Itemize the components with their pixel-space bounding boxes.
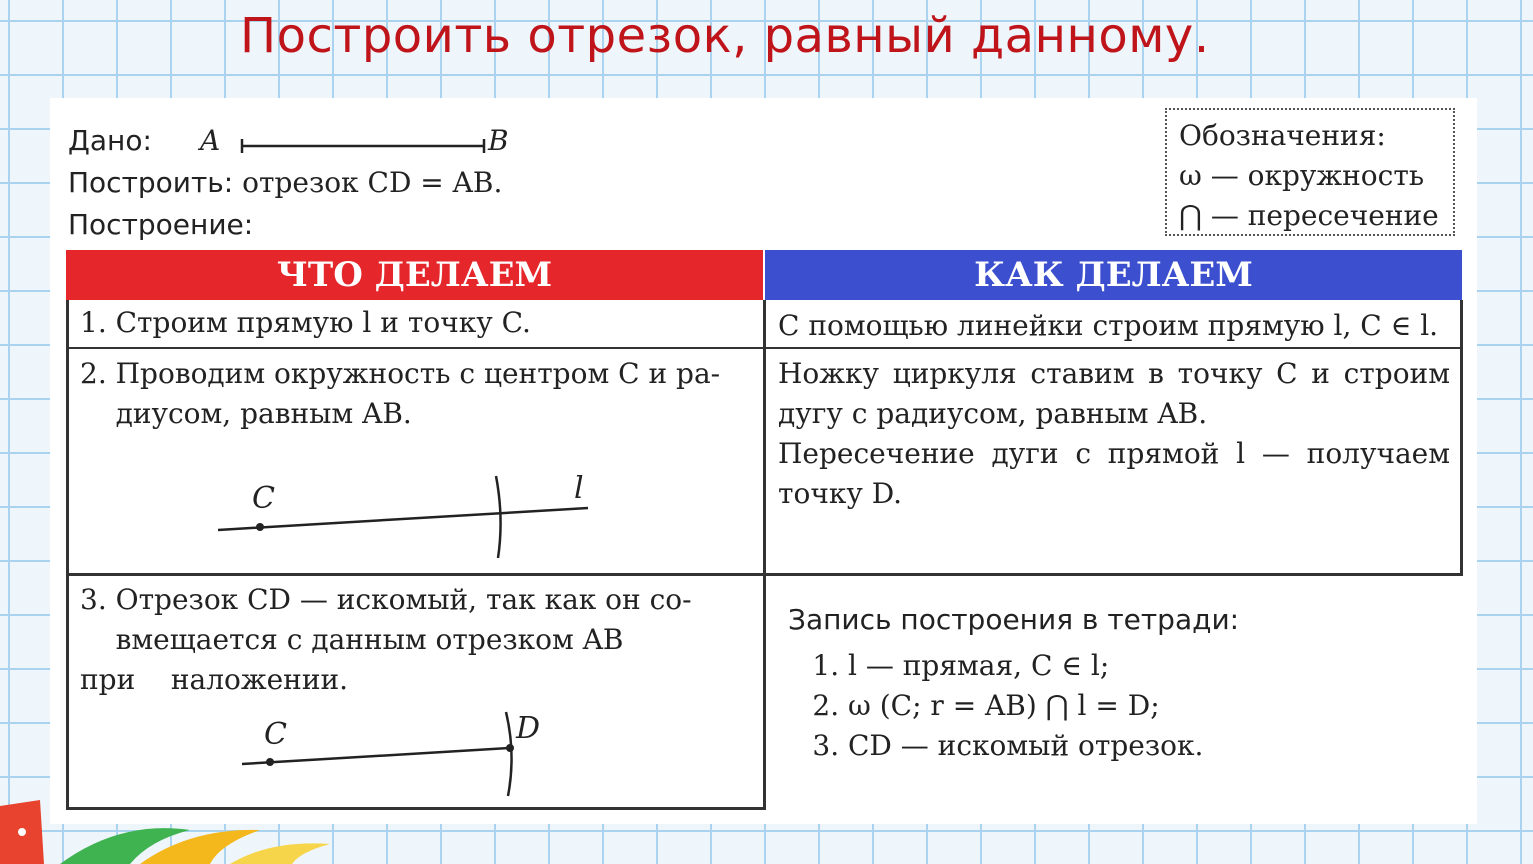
table-border-left (66, 300, 69, 810)
row1-how: С помощью линейки строим прямую l, C ∈ l. (778, 309, 1439, 342)
row1-what: 1. Строим прямую l и точку C. (80, 306, 531, 339)
legend-title: Обозначения: (1179, 119, 1386, 152)
compass-arc-2 (506, 712, 512, 796)
fig2-point-d-label: D (516, 711, 541, 746)
point-c2 (266, 758, 274, 766)
fig1-point-c-label: C (252, 481, 275, 516)
given-label: Дано: (68, 124, 152, 157)
header-what-we-do: ЧТО ДЕЛАЕМ (66, 250, 763, 300)
row3-what: 3. Отрезок CD — искомый, так как он со- вмещается с данным отрезком AB при наложении. (80, 583, 692, 696)
fig2-point-c-label: C (264, 717, 287, 752)
segment-ab (238, 138, 488, 154)
figure-segment-cd (230, 708, 570, 808)
notebook-step: 2. ω (C; r = AB) ⋂ l = D; (848, 686, 1448, 726)
notebook-step: 3. CD — искомый отрезок. (848, 726, 1448, 766)
point-c (256, 523, 264, 531)
notebook-record (788, 600, 1448, 766)
notebook-heading: Запись построения в тетради: (788, 603, 1240, 636)
construction-label: Построение: (68, 208, 254, 241)
notebook-steps (788, 646, 1448, 766)
point-b-label: B (488, 124, 509, 157)
figure-line-arc (200, 468, 600, 568)
row-separator-2 (66, 573, 1463, 576)
construct-label: Построить: (68, 166, 234, 199)
given-block (68, 124, 509, 250)
textbook-sheet (50, 98, 1477, 824)
row2-how-line1: Ножку циркуля ставим в точку C и строим дугу с радиусом, равным AB. (778, 357, 1450, 430)
decorative-corner (0, 800, 360, 864)
fig1-line-l-label: l (574, 471, 584, 506)
page-title: Построить отрезок, равный данному. (240, 8, 1210, 64)
notebook-step: 1. l — прямая, C ∈ l; (848, 646, 1448, 686)
legend-item-intersection: ⋂ — пересечение (1179, 199, 1439, 232)
construct-text: отрезок CD = AB. (242, 166, 503, 199)
row2-how-line2: Пересечение дуги с прямой l — получаем точку D. (778, 437, 1450, 510)
table-divider (763, 300, 766, 810)
row2-what: 2. Проводим окружность с центром C и ра- диусом, равным AB. (80, 357, 721, 430)
compass-arc (496, 476, 501, 558)
decorative-swoosh-icon (0, 800, 360, 864)
row2-how (778, 354, 1450, 514)
row-separator-1 (66, 347, 1463, 349)
legend-box (1165, 108, 1455, 236)
header-how-we-do: КАК ДЕЛАЕМ (765, 250, 1462, 300)
legend-item-circle: ω — окружность (1179, 159, 1425, 192)
table-border-right (1460, 300, 1463, 576)
point-a-label: A (200, 124, 221, 157)
